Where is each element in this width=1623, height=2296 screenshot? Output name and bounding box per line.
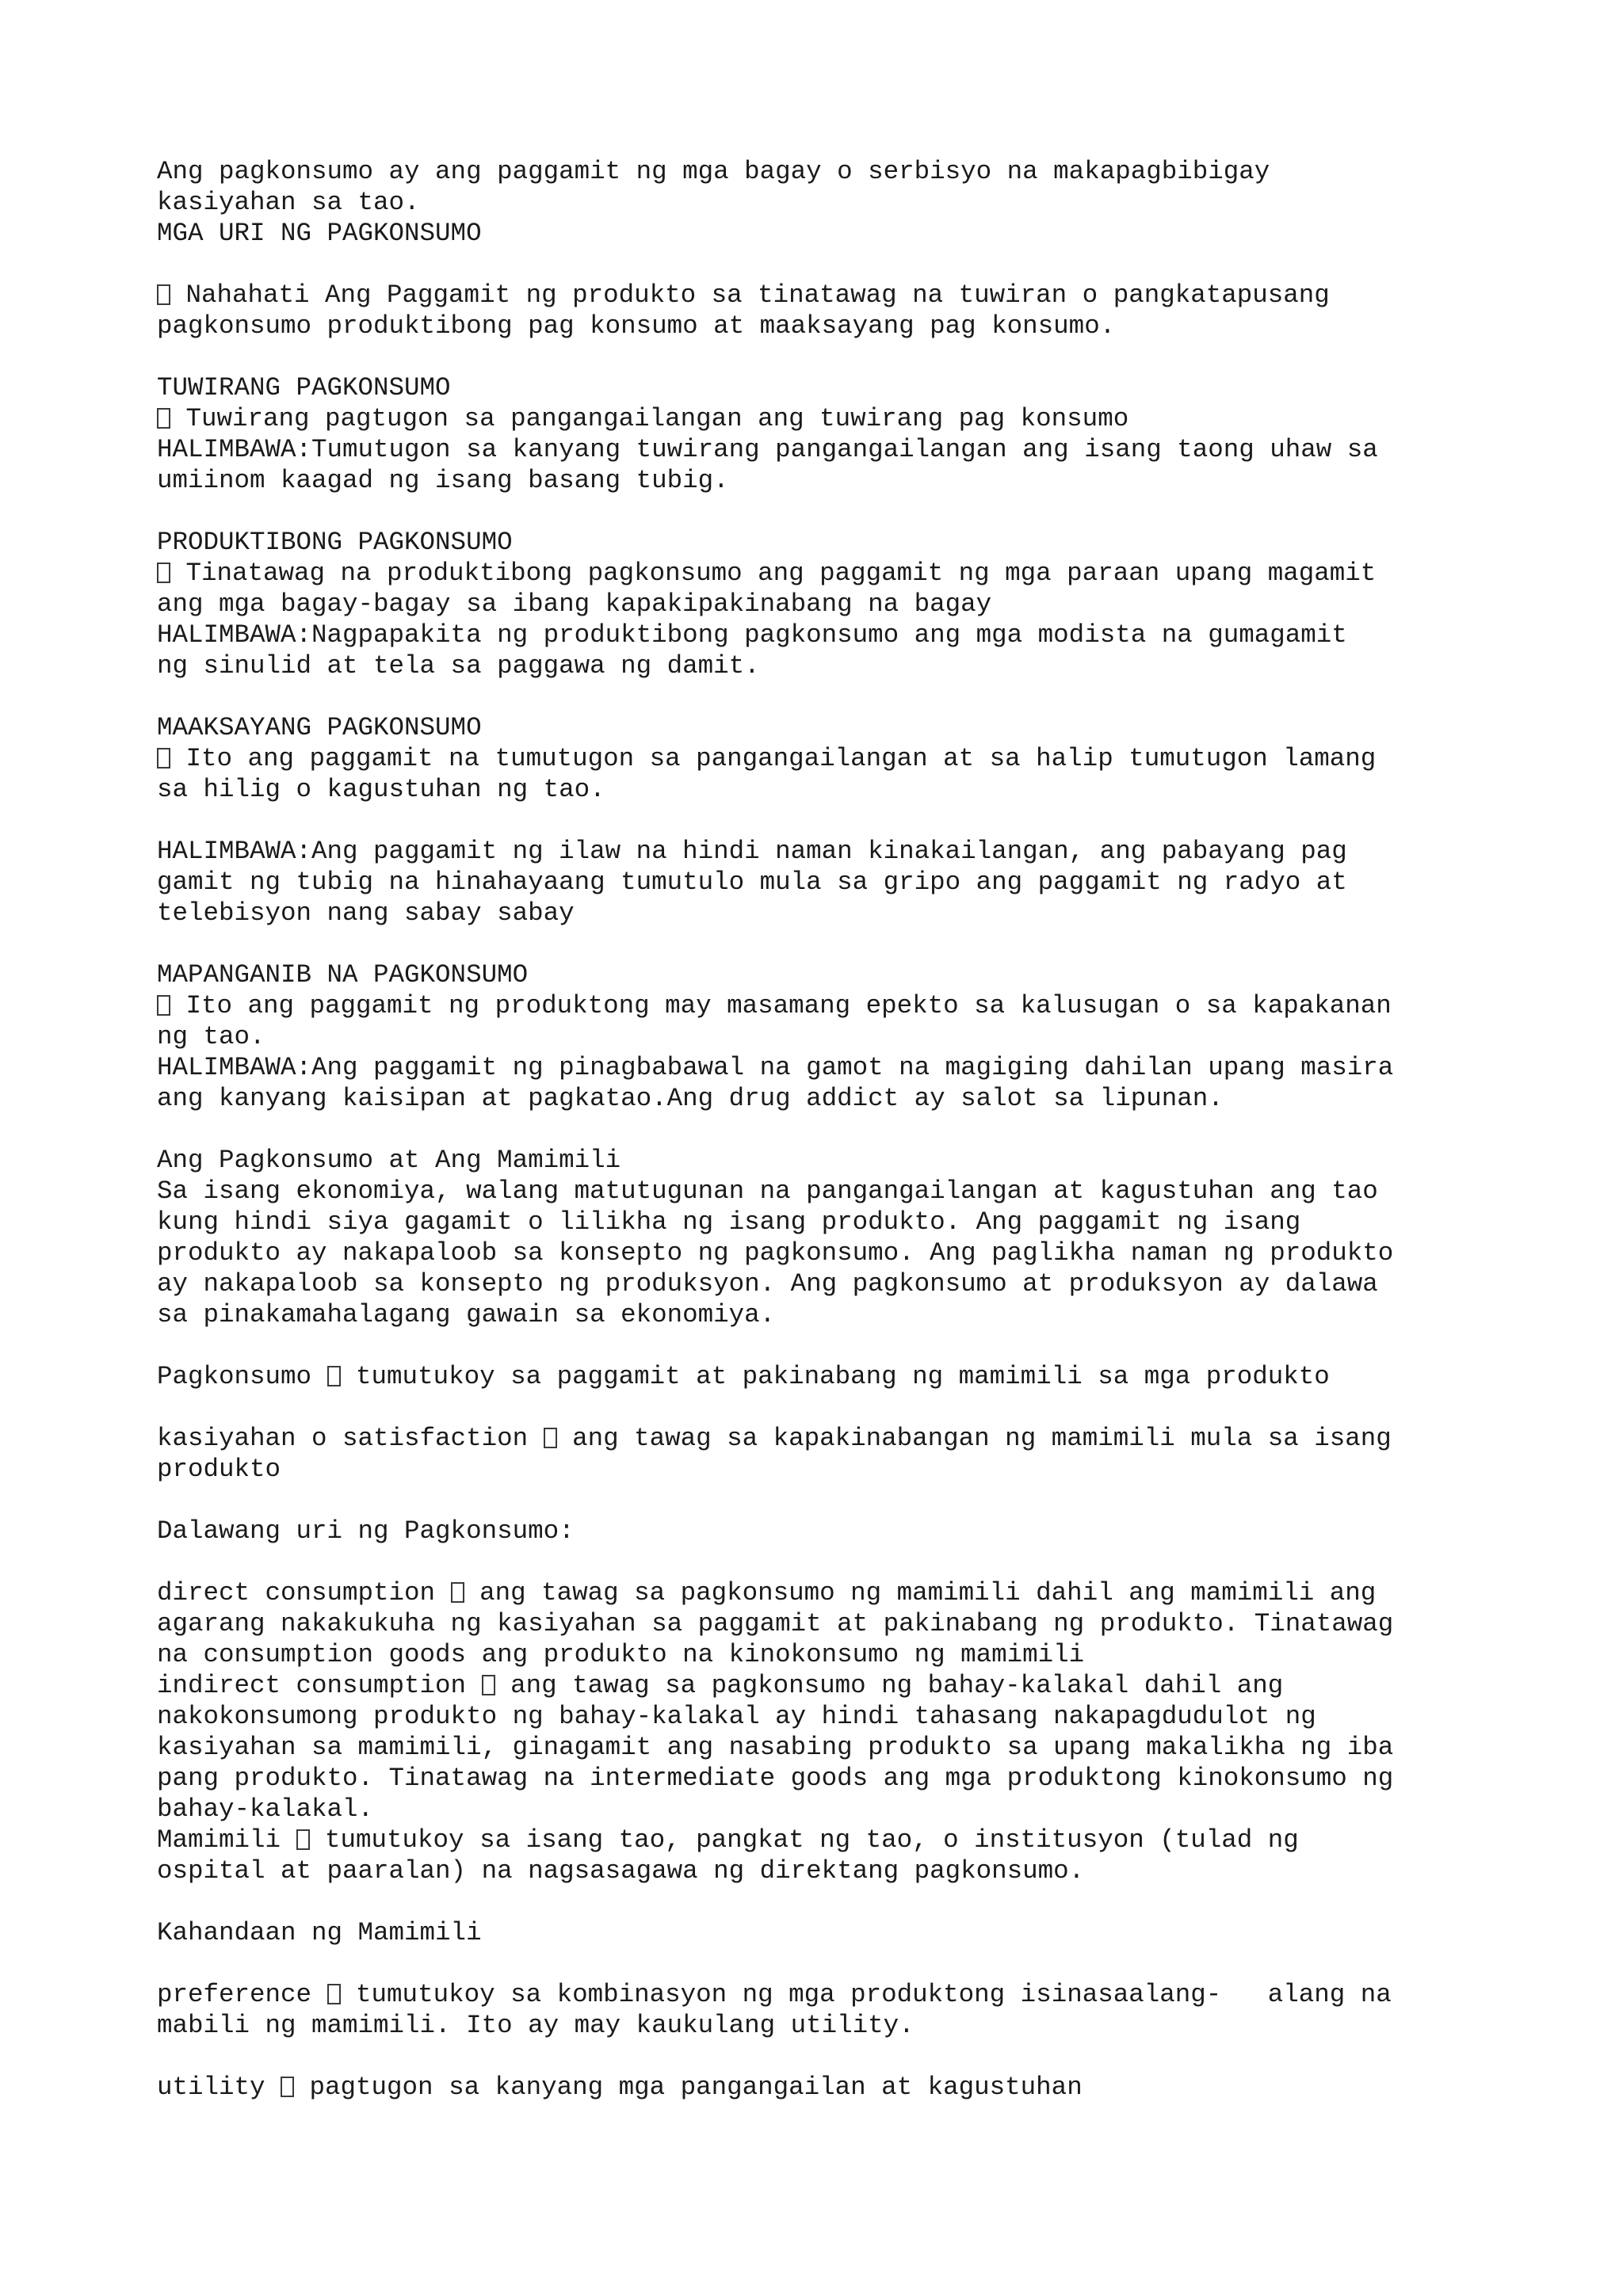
document-body — [157, 156, 1504, 2103]
line-text: agarang nakakukuha ng kasiyahan sa paggamit at pakinabang ng produkto. Tinatawag — [157, 1609, 1394, 1638]
blank-line — [157, 249, 1504, 280]
text-line — [157, 1299, 1504, 1330]
text-line — [157, 1052, 1504, 1083]
line-text: tumutukoy sa kombinasyon ng mga produktong isinasaalang- alang na — [340, 1980, 1392, 2009]
line-text: Ang pagkonsumo ay ang paggamit ng mga bagay o serbisyo na makapagbibigay — [157, 157, 1270, 186]
text-line — [157, 1454, 1504, 1485]
line-text: sa pinakamahalagang gawain sa ekonomiya. — [157, 1300, 776, 1329]
text-line — [157, 1825, 1504, 1855]
text-line — [157, 1732, 1504, 1763]
missing-glyph-box-icon — [544, 1428, 557, 1448]
line-text: ang tawag sa kapakinabangan ng mamimili mula sa isang — [556, 1424, 1392, 1453]
text-line — [157, 1083, 1504, 1114]
text-line — [157, 589, 1504, 620]
text-line — [157, 1021, 1504, 1052]
line-text: ay nakapaloob sa konsepto ng produksyon. Ang pagkonsumo at produksyon ay dalawa — [157, 1269, 1378, 1299]
line-text: nakokonsumong produkto ng bahay-kalakal ay hindi tahasang nakapagdudulot ng — [157, 1702, 1316, 1731]
line-text: pang produkto. Tinatawag na intermediate goods ang mga produktong kinokonsumo ng — [157, 1764, 1394, 1793]
blank-line — [157, 496, 1504, 527]
line-text: PRODUKTIBONG PAGKONSUMO — [157, 528, 513, 557]
line-text: umiinom kaagad ng isang basang tubig. — [157, 466, 729, 495]
line-text: kung hindi siya gagamit o lilikha ng isang produkto. Ang paggamit ng isang — [157, 1207, 1301, 1237]
text-line — [157, 434, 1504, 465]
missing-glyph-box-icon — [157, 284, 170, 305]
line-text: gamit ng tubig na hinahayaang tumutulo mula sa gripo ang paggamit ng radyo at — [157, 868, 1347, 897]
line-text: HALIMBAWA:Nagpapakita ng produktibong pagkonsumo ang mga modista na gumagamit — [157, 620, 1347, 650]
line-text: Nahahati Ang Paggamit ng produkto sa tinatawag na tuwiran o pangkatapusang — [170, 280, 1330, 310]
text-line — [157, 867, 1504, 898]
blank-line — [157, 2041, 1504, 2072]
missing-glyph-box-icon — [157, 408, 170, 429]
text-line — [157, 1361, 1504, 1392]
text-line — [157, 743, 1504, 774]
text-line — [157, 558, 1504, 589]
blank-line — [157, 341, 1504, 372]
text-line — [157, 280, 1504, 311]
blank-line — [157, 1886, 1504, 1917]
line-text: TUWIRANG PAGKONSUMO — [157, 373, 451, 402]
text-line — [157, 959, 1504, 990]
text-line — [157, 1639, 1504, 1670]
blank-line — [157, 1392, 1504, 1423]
line-text: HALIMBAWA:Ang paggamit ng pinagbabawal na gamot na magiging dahilan upang masira — [157, 1053, 1394, 1082]
text-line — [157, 156, 1504, 187]
line-text: Tuwirang pagtugon sa pangangailangan ang tuwirang pag konsumo — [170, 404, 1129, 433]
line-text: ang tawag sa pagkonsumo ng mamimili dahil ang mamimili ang — [464, 1578, 1377, 1608]
missing-glyph-box-icon — [296, 1829, 310, 1850]
line-text: mabili ng mamimili. Ito ay may kaukulang utility. — [157, 2011, 915, 2040]
blank-line — [157, 1114, 1504, 1145]
line-prefix: direct consumption — [157, 1578, 451, 1608]
text-line — [157, 1207, 1504, 1238]
line-prefix: Mamimili — [157, 1825, 296, 1855]
line-text: tumutukoy sa isang tao, pangkat ng tao, o institusyon (tulad ng — [309, 1825, 1299, 1855]
text-line — [157, 1763, 1504, 1794]
line-text: Kahandaan ng Mamimili — [157, 1918, 482, 1947]
missing-glyph-box-icon — [327, 1366, 341, 1386]
line-text: HALIMBAWA:Tumutugon sa kanyang tuwirang pangangailangan ang isang taong uhaw sa — [157, 435, 1378, 464]
blank-line — [157, 805, 1504, 836]
text-line — [157, 1268, 1504, 1299]
text-line — [157, 650, 1504, 681]
line-text: ng sinulid at tela sa paggawa ng damit. — [157, 651, 760, 681]
line-prefix: preference — [157, 1980, 327, 2009]
text-line — [157, 1238, 1504, 1268]
missing-glyph-box-icon — [327, 1984, 341, 2004]
line-text: MAAKSAYANG PAGKONSUMO — [157, 713, 482, 742]
text-line — [157, 372, 1504, 403]
line-text: produkto ay nakapaloob sa konsepto ng pagkonsumo. Ang paglikha naman ng produkto — [157, 1238, 1394, 1268]
text-line — [157, 465, 1504, 496]
line-text: bahay-kalakal. — [157, 1794, 374, 1824]
text-line — [157, 1794, 1504, 1825]
text-line — [157, 2072, 1504, 2103]
text-line — [157, 1701, 1504, 1732]
text-line — [157, 1176, 1504, 1207]
text-line — [157, 1855, 1504, 1886]
text-line — [157, 1670, 1504, 1701]
line-text: Tinatawag na produktibong pagkonsumo ang paggamit ng mga paraan upang magamit — [170, 559, 1377, 588]
text-line — [157, 527, 1504, 558]
text-line — [157, 311, 1504, 341]
line-prefix: indirect consumption — [157, 1671, 482, 1700]
blank-line — [157, 1485, 1504, 1516]
line-text: Ito ang paggamit ng produktong may masamang epekto sa kalusugan o sa kapakanan — [170, 991, 1392, 1020]
line-text: pagtugon sa kanyang mga pangangailan at kagustuhan — [294, 2073, 1083, 2102]
text-line — [157, 2010, 1504, 2041]
blank-line — [157, 1948, 1504, 1979]
missing-glyph-box-icon — [157, 563, 170, 583]
text-line — [157, 712, 1504, 743]
text-line — [157, 990, 1504, 1021]
blank-line — [157, 1330, 1504, 1361]
line-text: Ang Pagkonsumo at Ang Mamimili — [157, 1146, 621, 1175]
line-text: kasiyahan sa tao. — [157, 188, 420, 217]
text-line — [157, 898, 1504, 929]
line-text: telebisyon nang sabay sabay — [157, 898, 575, 928]
line-text: ang tawag sa pagkonsumo ng bahay-kalakal dahil ang — [495, 1671, 1284, 1700]
text-line — [157, 620, 1504, 650]
text-line — [157, 1608, 1504, 1639]
text-line — [157, 774, 1504, 805]
line-text: produkto — [157, 1455, 281, 1484]
line-text: na consumption goods ang produkto na kinokonsumo ng mamimili — [157, 1640, 1085, 1669]
text-line — [157, 1145, 1504, 1176]
line-text: Sa isang ekonomiya, walang matutugunan na pangangailangan at kagustuhan ang tao — [157, 1177, 1378, 1206]
line-text: pagkonsumo produktibong pag konsumo at maaksayang pag konsumo. — [157, 311, 1116, 341]
blank-line — [157, 681, 1504, 712]
text-line — [157, 1423, 1504, 1454]
blank-line — [157, 1547, 1504, 1577]
line-text: MAPANGANIB NA PAGKONSUMO — [157, 960, 529, 990]
line-text: ang mga bagay-bagay sa ibang kapakipakinabang na bagay — [157, 589, 992, 619]
missing-glyph-box-icon — [451, 1582, 464, 1603]
blank-line — [157, 929, 1504, 959]
line-text: sa hilig o kagustuhan ng tao. — [157, 775, 605, 804]
missing-glyph-box-icon — [157, 748, 170, 769]
line-text: tumutukoy sa paggamit at pakinabang ng mamimili sa mga produkto — [340, 1362, 1330, 1391]
line-text: HALIMBAWA:Ang paggamit ng ilaw na hindi naman kinakailangan, ang pabayang pag — [157, 837, 1347, 866]
line-text: ang kanyang kaisipan at pagkatao.Ang drug addict ay salot sa lipunan. — [157, 1084, 1224, 1113]
text-line — [157, 1577, 1504, 1608]
line-text: Dalawang uri ng Pagkonsumo: — [157, 1516, 575, 1546]
text-line — [157, 836, 1504, 867]
line-text: kasiyahan sa mamimili, ginagamit ang nasabing produkto sa upang makalikha ng iba — [157, 1733, 1394, 1762]
line-prefix: Pagkonsumo — [157, 1362, 327, 1391]
text-line — [157, 1979, 1504, 2010]
line-text: ospital at paaralan) na nagsasagawa ng direktang pagkonsumo. — [157, 1856, 1085, 1886]
line-text: ng tao. — [157, 1022, 265, 1051]
text-line — [157, 187, 1504, 218]
text-line — [157, 1917, 1504, 1948]
missing-glyph-box-icon — [482, 1675, 495, 1695]
line-text: Ito ang paggamit na tumutugon sa pangangailangan at sa halip tumutugon lamang — [170, 744, 1377, 773]
text-line — [157, 403, 1504, 434]
missing-glyph-box-icon — [157, 995, 170, 1016]
line-text: MGA URI NG PAGKONSUMO — [157, 219, 482, 248]
line-prefix: kasiyahan o satisfaction — [157, 1424, 544, 1453]
text-line — [157, 1516, 1504, 1547]
line-prefix: utility — [157, 2073, 281, 2102]
missing-glyph-box-icon — [281, 2077, 294, 2097]
text-line — [157, 218, 1504, 249]
